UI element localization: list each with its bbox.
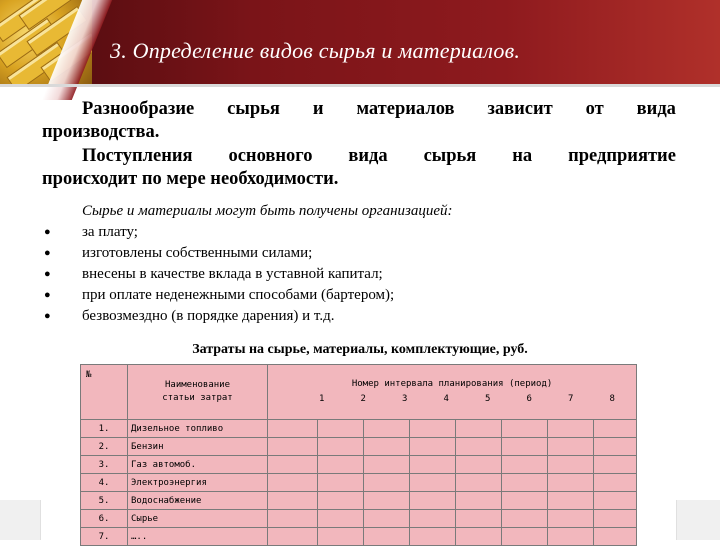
table-cell[interactable] [548, 492, 594, 510]
paragraph-diversity-line2: производства. [42, 122, 160, 142]
row-number: 3. [81, 456, 128, 474]
table-cell[interactable] [410, 474, 456, 492]
bullet-icon: ● [44, 289, 51, 301]
word: от [585, 99, 604, 119]
paragraph-diversity [42, 98, 676, 144]
bullet-icon: ● [44, 226, 51, 238]
list-item: ● при оплате неденежными способами (бартером); [44, 285, 394, 306]
bullet-icon: ● [44, 247, 51, 259]
table-cell[interactable] [410, 456, 456, 474]
table-cell[interactable] [318, 420, 364, 438]
sources-list [44, 222, 394, 327]
table-cell[interactable] [456, 492, 502, 510]
list-item: ● безвозмездно (в порядке дарения) и т.д. [44, 306, 394, 327]
header-item: Наименование статьи затрат [128, 365, 268, 420]
table-cell[interactable] [318, 528, 364, 546]
table-cell[interactable] [456, 474, 502, 492]
table-cell[interactable] [268, 474, 318, 492]
slide-title: 3. Определение видов сырья и материалов. [110, 38, 521, 63]
period-number: 7 [568, 394, 574, 404]
sources-note: Сырье и материалы могут быть получены организацией: [82, 203, 453, 219]
table-cell[interactable] [548, 420, 594, 438]
table-row [81, 528, 637, 546]
period-number: 6 [526, 394, 532, 404]
word: и [312, 99, 324, 119]
period-numbers [271, 393, 633, 406]
period-number: 8 [609, 394, 615, 404]
banner-divider [0, 84, 720, 87]
period-number: 2 [360, 394, 366, 404]
table-cell[interactable] [410, 492, 456, 510]
table-cell[interactable] [318, 456, 364, 474]
table-cell[interactable] [364, 528, 410, 546]
table-cell[interactable] [410, 438, 456, 456]
period-number: 4 [443, 394, 449, 404]
list-item: ● внесены в качестве вклада в уставной капитал; [44, 264, 394, 285]
row-item: Водоснабжение [128, 492, 268, 510]
table-cell[interactable] [502, 438, 548, 456]
table-cell[interactable] [502, 456, 548, 474]
table-cell[interactable] [364, 474, 410, 492]
word: Разнообразие [82, 99, 195, 119]
table-cell[interactable] [364, 456, 410, 474]
title-banner [0, 0, 720, 84]
word: материалов [356, 99, 455, 119]
table-cell[interactable] [594, 420, 637, 438]
table-cell[interactable] [502, 474, 548, 492]
row-number: 1. [81, 420, 128, 438]
table-cell[interactable] [548, 456, 594, 474]
footer-decoration-right [676, 500, 720, 540]
table-row [81, 438, 637, 456]
word: сырья [227, 99, 280, 119]
list-item: ● изготовлены собственными силами; [44, 243, 394, 264]
period-number: 1 [319, 394, 325, 404]
table-cell[interactable] [502, 492, 548, 510]
table-cell[interactable] [364, 438, 410, 456]
table-cell[interactable] [594, 438, 637, 456]
row-item: Электроэнергия [128, 474, 268, 492]
row-number: 2. [81, 438, 128, 456]
table-cell[interactable] [318, 474, 364, 492]
row-number: 4. [81, 474, 128, 492]
table-cell[interactable] [410, 528, 456, 546]
word: Поступления [82, 146, 193, 166]
row-item: Сырье [128, 510, 268, 528]
row-item: Дизельное топливо [128, 420, 268, 438]
table-row [81, 456, 637, 474]
table-row [81, 510, 637, 528]
word: предприятие [568, 146, 676, 166]
table-cell[interactable] [318, 438, 364, 456]
paragraph-supply [42, 145, 676, 191]
table-cell[interactable] [410, 420, 456, 438]
row-number: 7. [81, 528, 128, 546]
row-number: 5. [81, 492, 128, 510]
table-title: Затраты на сырье, материалы, комплектующие, руб. [192, 342, 528, 357]
table-cell[interactable] [318, 510, 364, 528]
table-cell[interactable] [456, 438, 502, 456]
table-cell[interactable] [268, 492, 318, 510]
row-item: Бензин [128, 438, 268, 456]
word: вида [348, 146, 388, 166]
table-cell[interactable] [410, 510, 456, 528]
row-number: 6. [81, 510, 128, 528]
word: сырья [423, 146, 477, 166]
table-cell[interactable] [268, 456, 318, 474]
table-cell[interactable] [456, 510, 502, 528]
table-cell[interactable] [268, 438, 318, 456]
table-row [81, 492, 637, 510]
table-cell[interactable] [548, 528, 594, 546]
word: зависит [487, 99, 553, 119]
table-header-row [81, 365, 637, 420]
table-row [81, 420, 637, 438]
row-item: Газ автомоб. [128, 456, 268, 474]
word: на [512, 146, 533, 166]
table-cell[interactable] [318, 492, 364, 510]
table-cell[interactable] [456, 456, 502, 474]
word: вида [636, 99, 676, 119]
list-item: ● за плату; [44, 222, 394, 243]
table-cell[interactable] [502, 528, 548, 546]
table-cell[interactable] [548, 510, 594, 528]
table-cell[interactable] [364, 492, 410, 510]
table-cell[interactable] [594, 492, 637, 510]
table-cell[interactable] [594, 474, 637, 492]
table-row [81, 474, 637, 492]
bullet-icon: ● [44, 268, 51, 280]
period-number: 3 [402, 394, 408, 404]
table-cell[interactable] [268, 420, 318, 438]
header-num: № [81, 365, 128, 420]
table-cell[interactable] [456, 528, 502, 546]
bullet-icon: ● [44, 310, 51, 322]
table-cell[interactable] [364, 420, 410, 438]
row-item: ….. [128, 528, 268, 546]
table-cell[interactable] [594, 528, 637, 546]
costs-table [80, 364, 637, 546]
table-cell[interactable] [594, 456, 637, 474]
period-number: 5 [485, 394, 491, 404]
word: основного [228, 146, 313, 166]
table-cell[interactable] [456, 420, 502, 438]
table-cell[interactable] [594, 510, 637, 528]
table-cell[interactable] [548, 474, 594, 492]
header-period: Номер интервала планирования (период) 1 2 3 4 5 6 7 8 [268, 365, 637, 420]
table-cell[interactable] [548, 438, 594, 456]
footer-decoration-left [0, 500, 41, 540]
table-cell[interactable] [268, 528, 318, 546]
table-cell[interactable] [502, 420, 548, 438]
table-cell[interactable] [268, 510, 318, 528]
table-cell[interactable] [502, 510, 548, 528]
paragraph-supply-line2: происходит по мере необходимости. [42, 169, 339, 189]
table-cell[interactable] [364, 510, 410, 528]
